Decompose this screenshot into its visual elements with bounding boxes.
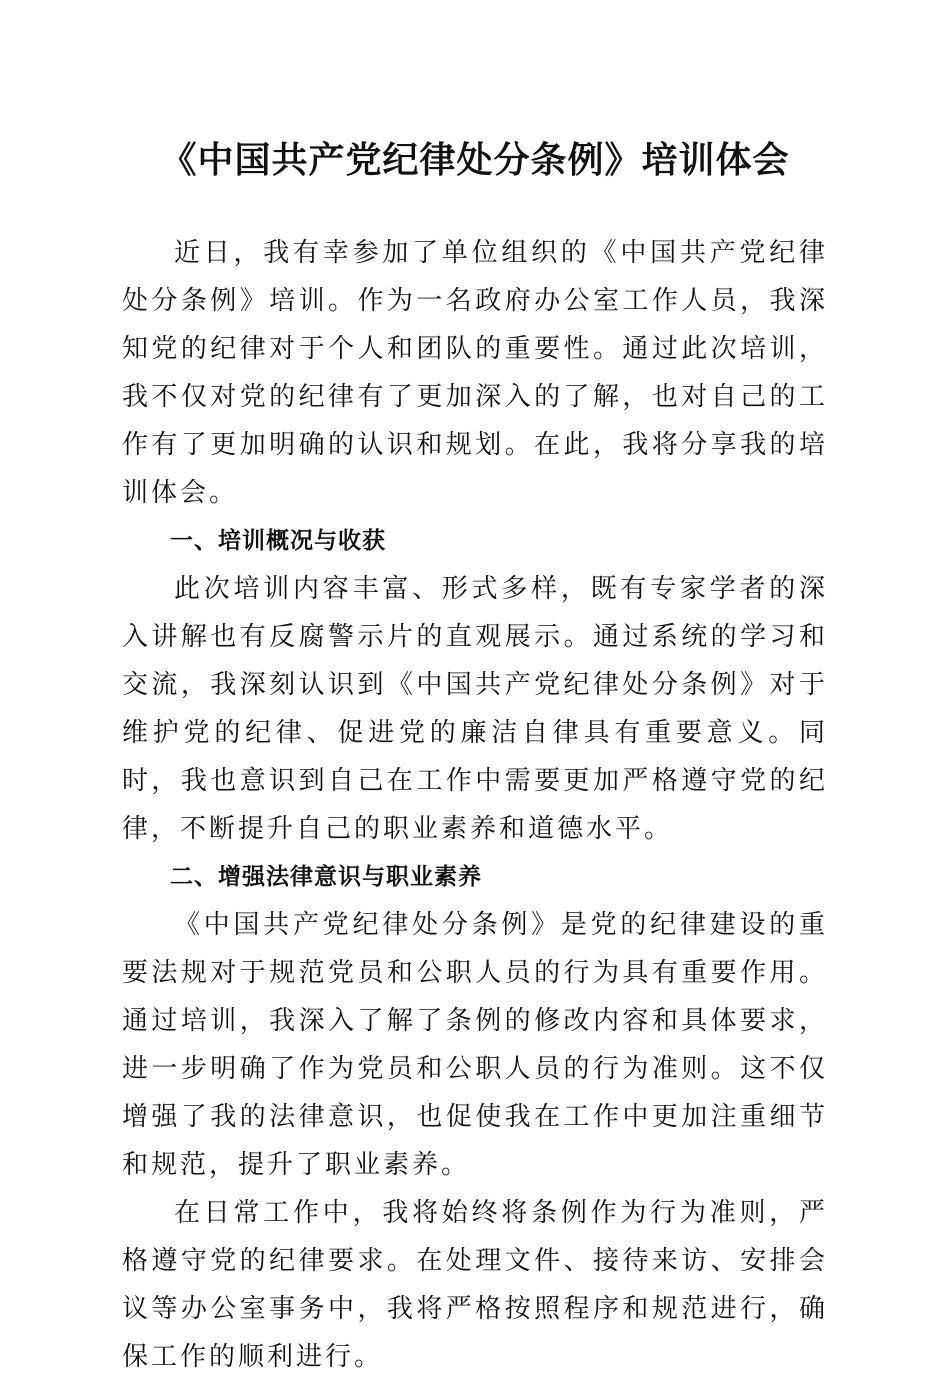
document-body (122, 229, 828, 1381)
paragraph-section-2b: 在日常工作中，我将始终将条例作为行为准则，严格遵守党的纪律要求。在处理文件、接待来访、安排会议等办公室事务中，我将严格按照程序和规范进行，确保工作的顺利进行。 (122, 1198, 828, 1372)
section-heading-2: 二、增强法律意识与职业素养 (170, 864, 482, 890)
paragraph-section-1: 此次培训内容丰富、形式多样，既有专家学者的深入讲解也有反腐警示片的直观展示。通过系统的学习和交流，我深刻认识到《中国共产党纪律处分条例》对于维护党的纪律、促进党的廉洁自律具有重要意义。同时，我也意识到自己在工作中需要更加严格遵守党的纪律，不断提升自己的职业素养和道德水平。 (122, 574, 828, 844)
paragraph-intro: 近日，我有幸参加了单位组织的《中国共产党纪律处分条例》培训。作为一名政府办公室工作人员，我深知党的纪律对于个人和团队的重要性。通过此次培训，我不仅对党的纪律有了更加深入的了解，也对自己的工作有了更加明确的认识和规划。在此，我将分享我的培训体会。 (122, 238, 828, 508)
section-heading-1: 一、培训概况与收获 (170, 528, 386, 554)
paragraph-section-2a: 《中国共产党纪律处分条例》是党的纪律建设的重要法规对于规范党员和公职人员的行为具有重要作用。通过培训，我深入了解了条例的修改内容和具体要求，进一步明确了作为党员和公职人员的行为准则。这不仅增强了我的法律意识，也促使我在工作中更加注重细节和规范，提升了职业素养。 (122, 910, 828, 1180)
document-title: 《中国共产党纪律处分条例》培训体会 (160, 139, 790, 181)
